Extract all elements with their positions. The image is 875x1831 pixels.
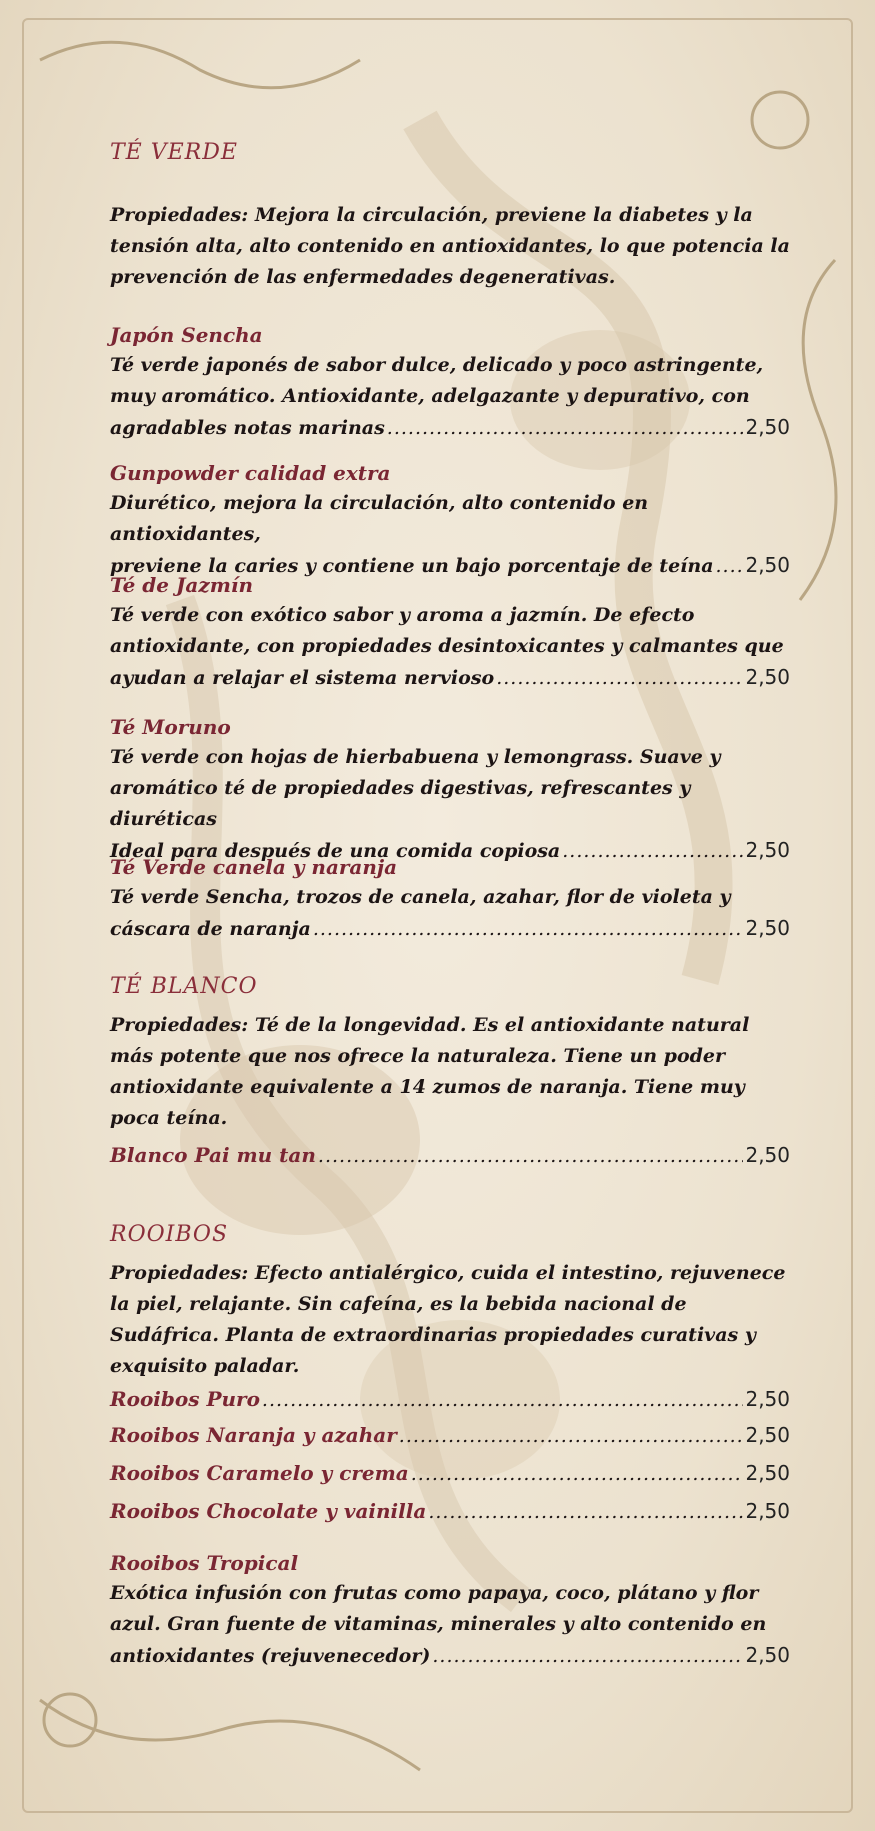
item-price: 2,50 <box>745 838 790 862</box>
dot-leader <box>432 1641 743 1672</box>
menu-item <box>110 1548 790 1672</box>
price-line <box>110 412 790 444</box>
item-name: Rooibos Puro <box>110 1387 260 1411</box>
dot-leader <box>411 1459 744 1490</box>
section-desc-verde: Propiedades: Mejora la circulación, previene la diabetes y la tensión alta, alto contenido en antioxidantes, lo que potencia la prevención de las enfermedades degenerativas. <box>110 204 790 288</box>
item-name: Blanco Pai mu tan <box>110 1143 316 1167</box>
price-line <box>110 1384 790 1416</box>
item-price: 2,50 <box>745 1643 790 1667</box>
dot-leader <box>428 1497 743 1528</box>
price-line <box>110 1420 790 1452</box>
item-description: Té verde japonés de sabor dulce, delicado y poco astringente, muy aromático. Antioxidante, adelgazante y depurativo, con <box>110 354 764 407</box>
menu-item <box>110 458 790 582</box>
dot-leader <box>387 413 744 444</box>
item-description: Diurético, mejora la circulación, alto contenido en antioxidantes, <box>110 492 649 545</box>
dot-leader <box>262 1385 744 1416</box>
item-price: 2,50 <box>745 1499 790 1523</box>
dot-leader <box>313 914 744 945</box>
price-line <box>110 1458 790 1490</box>
menu-item <box>110 570 790 694</box>
item-name: Rooibos Naranja y azahar <box>110 1423 397 1447</box>
item-name: Rooibos Chocolate y vainilla <box>110 1499 427 1523</box>
section-desc-rooibos: Propiedades: Efecto antialérgico, cuida el intestino, rejuvenece la piel, relajante. Sin cafeína, es la bebida nacional de Sudáfrica. Planta de extraordinarias propiedades curativas y exquisito paladar. <box>110 1262 786 1377</box>
item-name: Gunpowder calidad extra <box>110 461 391 485</box>
dot-leader <box>399 1421 744 1452</box>
item-name: Rooibos Caramelo y crema <box>110 1461 409 1485</box>
item-description: Té verde con exótico sabor y aroma a jazmín. De efecto antioxidante, con propiedades desintoxicantes y calmantes que <box>110 604 784 657</box>
menu-item <box>110 320 790 444</box>
menu-item <box>110 712 790 867</box>
item-price: 2,50 <box>745 665 790 689</box>
menu-item <box>110 852 790 945</box>
item-price: 2,50 <box>745 553 790 577</box>
section-title-verde: TÉ VERDE <box>110 140 238 165</box>
item-description: Exótica infusión con frutas como papaya, coco, plátano y flor azul. Gran fuente de vitaminas, minerales y alto contenido en <box>110 1582 767 1635</box>
price-line <box>110 913 790 945</box>
item-description-end: cáscara de naranja <box>110 918 311 940</box>
price-line <box>110 1640 790 1672</box>
item-name: Té Moruno <box>110 715 231 739</box>
item-price: 2,50 <box>745 916 790 940</box>
section-title-blanco: TÉ BLANCO <box>110 974 258 999</box>
item-name: Japón Sencha <box>110 323 263 347</box>
item-description-end: previene la caries y contiene un bajo porcentaje de teína <box>110 555 714 577</box>
item-name: Té de Jazmín <box>110 573 254 597</box>
price-line <box>110 662 790 694</box>
item-description-end: antioxidantes (rejuvenecedor) <box>110 1645 431 1667</box>
price-line <box>110 1140 790 1172</box>
item-price: 2,50 <box>745 415 790 439</box>
item-description: Té verde Sencha, trozos de canela, azahar, flor de violeta y <box>110 886 731 908</box>
item-price: 2,50 <box>745 1387 790 1411</box>
section-title-rooibos: ROOIBOS <box>110 1222 229 1247</box>
dot-leader <box>496 663 743 694</box>
section-desc-blanco: Propiedades: Té de la longevidad. Es el antioxidante natural más potente que nos ofrece la naturaleza. Tiene un poder antioxidante equivalente a 14 zumos de naranja. Tiene muy poca teína. <box>110 1014 750 1129</box>
item-name: Té Verde canela y naranja <box>110 855 398 879</box>
item-price: 2,50 <box>745 1423 790 1447</box>
price-line <box>110 1496 790 1528</box>
item-price: 2,50 <box>745 1461 790 1485</box>
item-description: Té verde con hojas de hierbabuena y lemongrass. Suave y aromático té de propiedades digestivas, refrescantes y diuréticas <box>110 746 721 830</box>
item-description-end: Ideal para después de una comida copiosa <box>110 840 561 862</box>
item-description-end: ayudan a relajar el sistema nervioso <box>110 667 495 689</box>
dot-leader <box>318 1141 744 1172</box>
item-name: Rooibos Tropical <box>110 1551 299 1575</box>
item-price: 2,50 <box>745 1143 790 1167</box>
item-description-end: agradables notas marinas <box>110 417 385 439</box>
